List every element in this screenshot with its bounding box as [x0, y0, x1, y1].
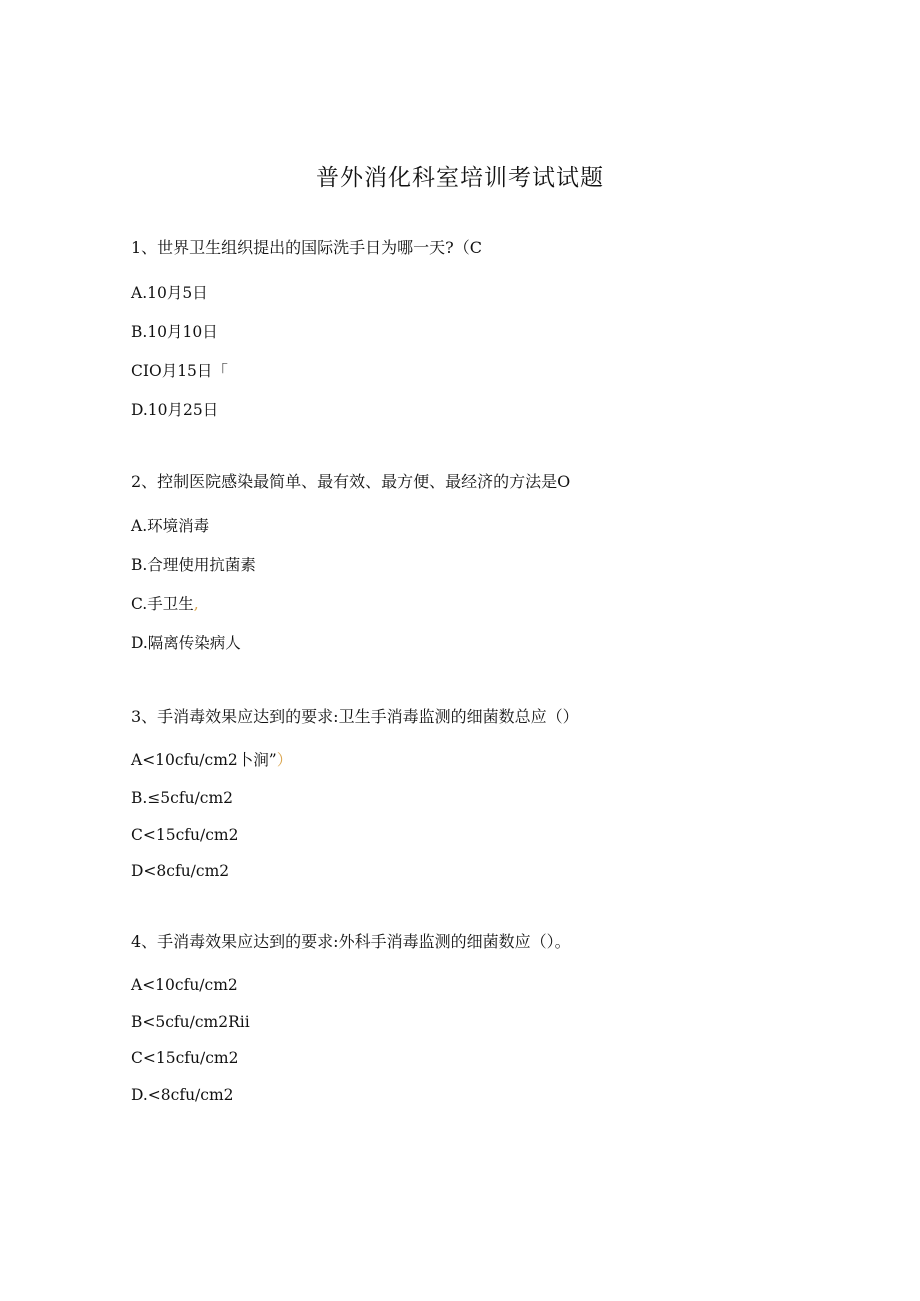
question-4-option-a: A<10cfu∕cm2	[131, 976, 238, 994]
question-3-option-a-text: A<10cfu∕cm2卜涧”	[131, 751, 277, 769]
question-2-option-a: A.环境消毒	[131, 517, 210, 535]
question-1-option-a: A.10月5日	[131, 284, 208, 302]
question-3-option-a	[131, 748, 292, 772]
question-3-option-c: C<15cfu∕cm2	[131, 826, 239, 844]
question-2-option-c-text: C.手卫生	[131, 595, 194, 613]
question-3-option-b: B.≤5cfu∕cm2	[131, 789, 234, 807]
question-4-option-b: B<5cfu∕cm2Rii	[131, 1013, 250, 1031]
question-2-option-c	[131, 592, 199, 616]
question-1-option-c: CIO月15日「	[131, 362, 228, 380]
question-2-option-d: D.隔离传染病人	[131, 634, 241, 652]
question-2-option-c-mark: ,	[193, 595, 199, 613]
question-1-option-d: D.10月25日	[131, 401, 219, 419]
question-2-text: 2、控制医院感染最简单、最有效、最方便、最经济的方法是O	[131, 472, 571, 491]
question-4-option-d: D.<8cfu∕cm2	[131, 1086, 234, 1104]
question-1-option-b: B.10月10日	[131, 323, 218, 341]
question-4-option-c: C<15cfu∕cm2	[131, 1049, 239, 1067]
question-3-text: 3、手消毒效果应达到的要求:卫生手消毒监测的细菌数总应（）	[131, 707, 579, 726]
question-3-option-d: D<8cfu∕cm2	[131, 862, 230, 880]
question-1-text: 1、世界卫生组织提出的国际洗手日为哪一天?（C	[131, 238, 483, 257]
document-title: 普外消化科室培训考试试题	[316, 165, 604, 191]
question-4-text: 4、手消毒效果应达到的要求:外科手消毒监测的细菌数应（）。	[131, 932, 571, 951]
question-2-option-b: B.合理使用抗菌素	[131, 556, 256, 574]
question-3-option-a-mark: ）	[276, 751, 293, 769]
